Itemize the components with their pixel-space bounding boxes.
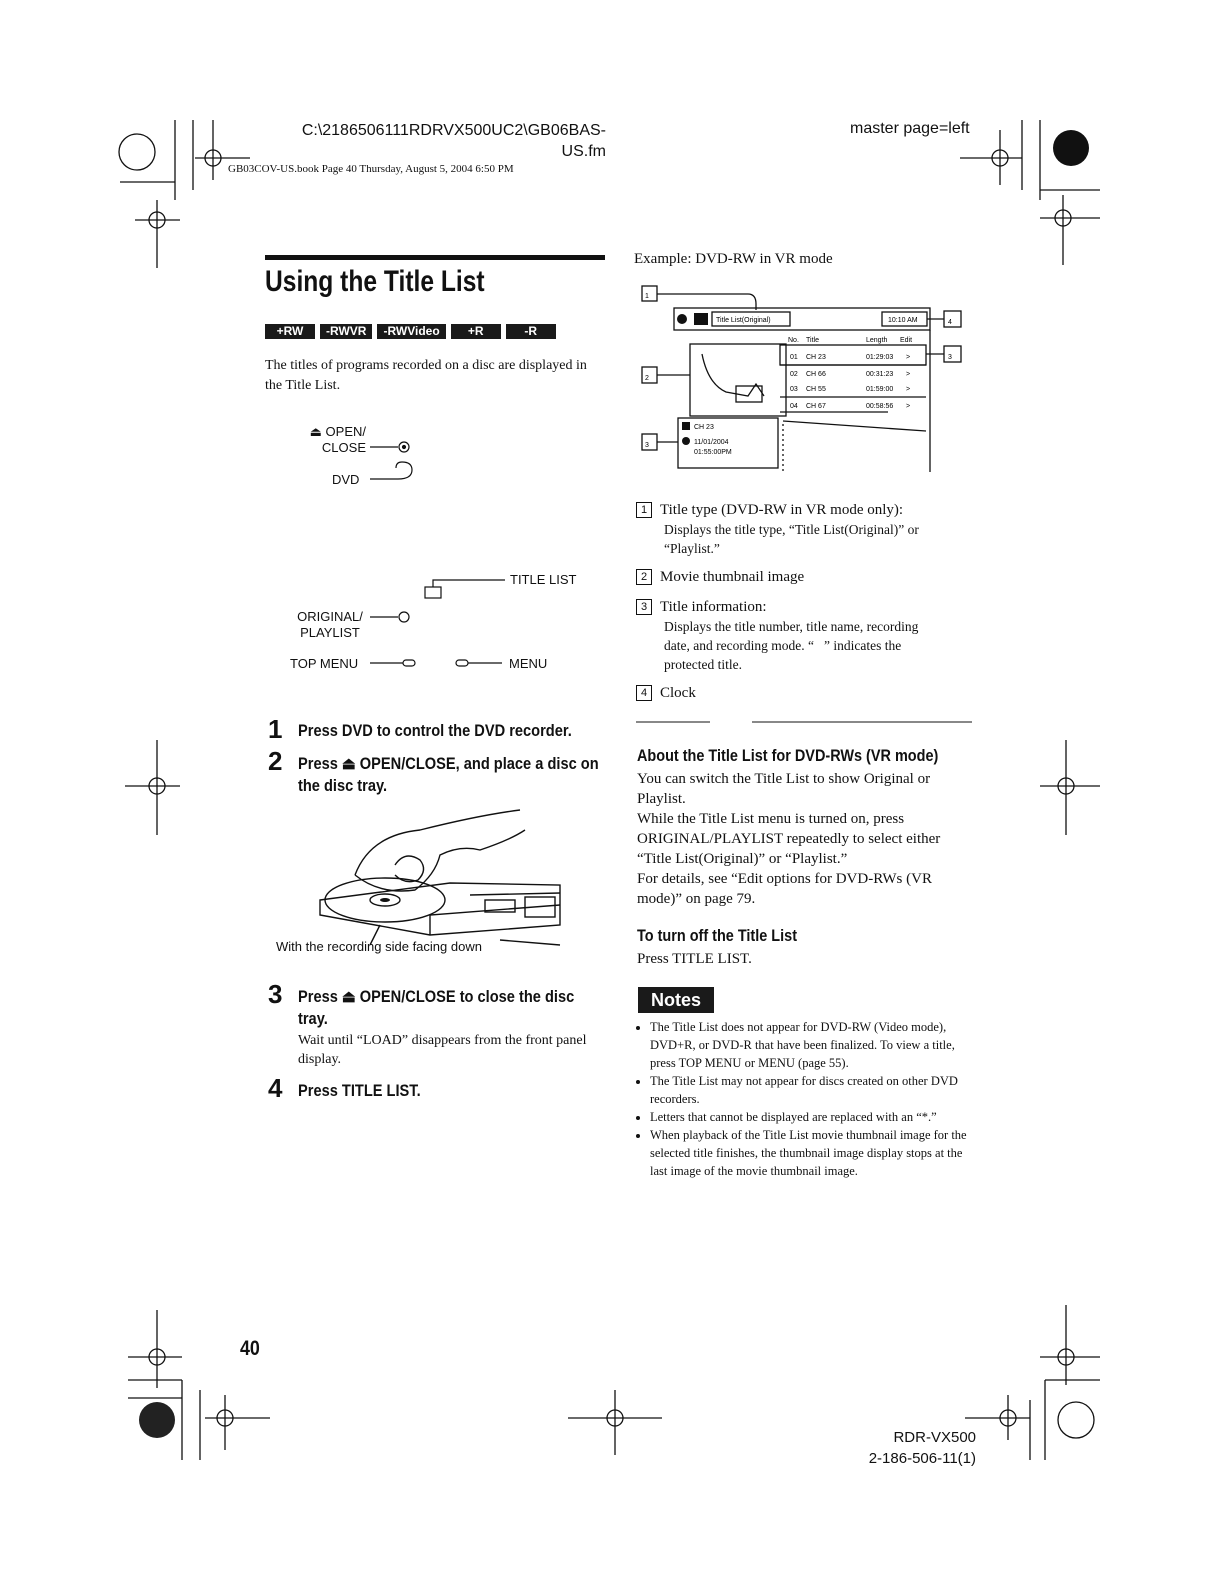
legend-2-number: 2 (636, 569, 652, 585)
file-path-line-1: C:\2186506111RDRVX500UC2\GB06BAS- (301, 122, 606, 139)
note-item-1: • The Title List does not appear for DVD-RW (Video mode), DVD+R, or DVD-R that have been finalized. To view a title, press TOP MENU or MENU (page 55). (650, 1018, 976, 1072)
step-3-number: 3 (268, 979, 283, 1009)
callout-3-left: 3 (645, 442, 649, 449)
page-number: 40 (240, 1337, 260, 1360)
legend-1-sub: Displays the title type, “Title List(Original)” or “Playlist.” (664, 522, 919, 556)
screen-col-no: No. (788, 337, 799, 344)
footer-part-number: 2-186-506-11(1) (868, 1450, 976, 1467)
screen-row-3-no: 03 (790, 386, 798, 393)
open-close-label-line-1: ⏏ OPEN/ (309, 424, 366, 439)
callout-4: 4 (948, 319, 952, 326)
master-page-label: master page=left (850, 120, 970, 137)
callout-1: 1 (645, 293, 649, 300)
step-1-number: 1 (268, 714, 283, 744)
intro-text: The titles of programs recorded on a disc are displayed in the Title List. (265, 358, 587, 393)
badge-plus-r: +R (451, 324, 501, 339)
legend-4-label: Clock (660, 685, 696, 701)
screen-col-length: Length (866, 337, 888, 344)
turn-off-body: Press TITLE LIST. (637, 951, 752, 967)
screen-row-2-title: CH 66 (806, 371, 826, 378)
screen-row-2-no: 02 (790, 371, 798, 378)
legend-1-label: Title type (DVD-RW in VR mode only): (660, 502, 904, 518)
screen-row-3-length: 01:59:00 (866, 386, 894, 393)
step-3-text-line-2: tray. (298, 1009, 328, 1028)
step-2-text-line-2: the disc tray. (298, 776, 388, 795)
menu-label: MENU (509, 656, 548, 671)
screen-row-4-length: 00:58:56 (866, 403, 894, 410)
step-3-text-line-1: Press ⏏ OPEN/CLOSE to close the disc (298, 987, 575, 1006)
screen-row-2-length: 00:31:23 (866, 371, 894, 378)
note-item-2: • The Title List may not appear for discs created on other DVD recorders. (650, 1072, 976, 1108)
screen-row-4-title: CH 67 (806, 403, 826, 410)
step-4-number: 4 (268, 1073, 283, 1103)
callout-2: 2 (645, 375, 649, 382)
screen-row-4-no: 04 (790, 403, 798, 410)
screen-col-edit: Edit (900, 337, 913, 344)
badge-rw-vr: -RWVR (320, 324, 372, 339)
example-caption: Example: DVD-RW in VR mode (634, 251, 833, 267)
top-menu-label: TOP MENU (290, 656, 359, 671)
original-label-line-2: PLAYLIST (300, 625, 360, 640)
screen-row-4-edit: > (906, 403, 911, 410)
screen-row-3-title: CH 55 (806, 386, 826, 393)
file-path-line-2: US.fm (561, 143, 606, 160)
legend-2-label: Movie thumbnail image (660, 569, 805, 585)
screen-row-3-edit: > (906, 386, 911, 393)
dvd-label: DVD (332, 472, 360, 487)
screen-row-1-edit: > (906, 354, 911, 361)
open-close-label-line-2: CLOSE (321, 440, 366, 455)
screen-col-title: Title (806, 337, 819, 344)
notes-label: Notes (638, 987, 714, 1013)
title-list-label: TITLE LIST (510, 572, 577, 587)
step-1-text: Press DVD to control the DVD recorder. (298, 721, 572, 740)
legend-3-number: 3 (636, 599, 652, 615)
step-2-number: 2 (268, 746, 283, 776)
about-body: You can switch the Title List to show Original or Playlist. While the Title List menu is turned on, press ORIGINAL/PLAYLIST repeatedly to select either “Title List(Original)” or “Playlist.” For details, see “Edit options for DVD-RWs (VR mode)” on page 79. (637, 771, 941, 907)
step-3-subtext: Wait until “LOAD” disappears from the front panel display. (298, 1033, 587, 1067)
screen-info-time: 01:55:00PM (694, 449, 732, 456)
legend-1-number: 1 (636, 502, 652, 518)
screen-type-label: Title List(Original) (716, 317, 771, 324)
page-title: Using the Title List (265, 265, 485, 298)
legend-4-number: 4 (636, 685, 652, 701)
legend-3-label: Title information: (660, 599, 767, 615)
book-info: GB03COV-US.book Page 40 Thursday, August 5, 2004 6:50 PM (228, 163, 514, 175)
note-item-3: • Letters that cannot be displayed are replaced with an “*.” (650, 1108, 976, 1126)
turn-off-heading: To turn off the Title List (637, 926, 798, 945)
badge-rw-video: -RWVideo (377, 324, 445, 339)
disc-caption: With the recording side facing down (276, 939, 482, 954)
screen-clock: 10:10 AM (888, 317, 918, 324)
step-2-text-line-1: Press ⏏ OPEN/CLOSE, and place a disc on (298, 754, 599, 773)
footer-model (840, 1427, 976, 1469)
badge-minus-r: -R (506, 324, 556, 339)
screen-row-1-title: CH 23 (806, 354, 826, 361)
screen-info-channel: CH 23 (694, 424, 714, 431)
screen-row-2-edit: > (906, 371, 911, 378)
screen-row-1-no: 01 (790, 354, 798, 361)
note-item-4: • When playback of the Title List movie thumbnail image for the selected title finishes, the thumbnail image display stops at the last image of the movie thumbnail image. (650, 1126, 976, 1180)
screen-row-1-length: 01:29:03 (866, 354, 894, 361)
badge-plus-rw: +RW (265, 324, 315, 339)
original-label-line-1: ORIGINAL/ (297, 609, 363, 624)
legend-3-sub: Displays the title number, title name, recording date, and recording mode. “ ” indicates the protected title. (664, 619, 919, 672)
notes-list (638, 1018, 976, 1180)
about-heading: About the Title List for DVD-RWs (VR mode) (637, 746, 939, 765)
screen-info-date: 11/01/2004 (694, 439, 729, 446)
step-4-text: Press TITLE LIST. (298, 1081, 421, 1100)
callout-3-right: 3 (948, 354, 952, 361)
footer-model-name: RDR-VX500 (893, 1429, 976, 1446)
